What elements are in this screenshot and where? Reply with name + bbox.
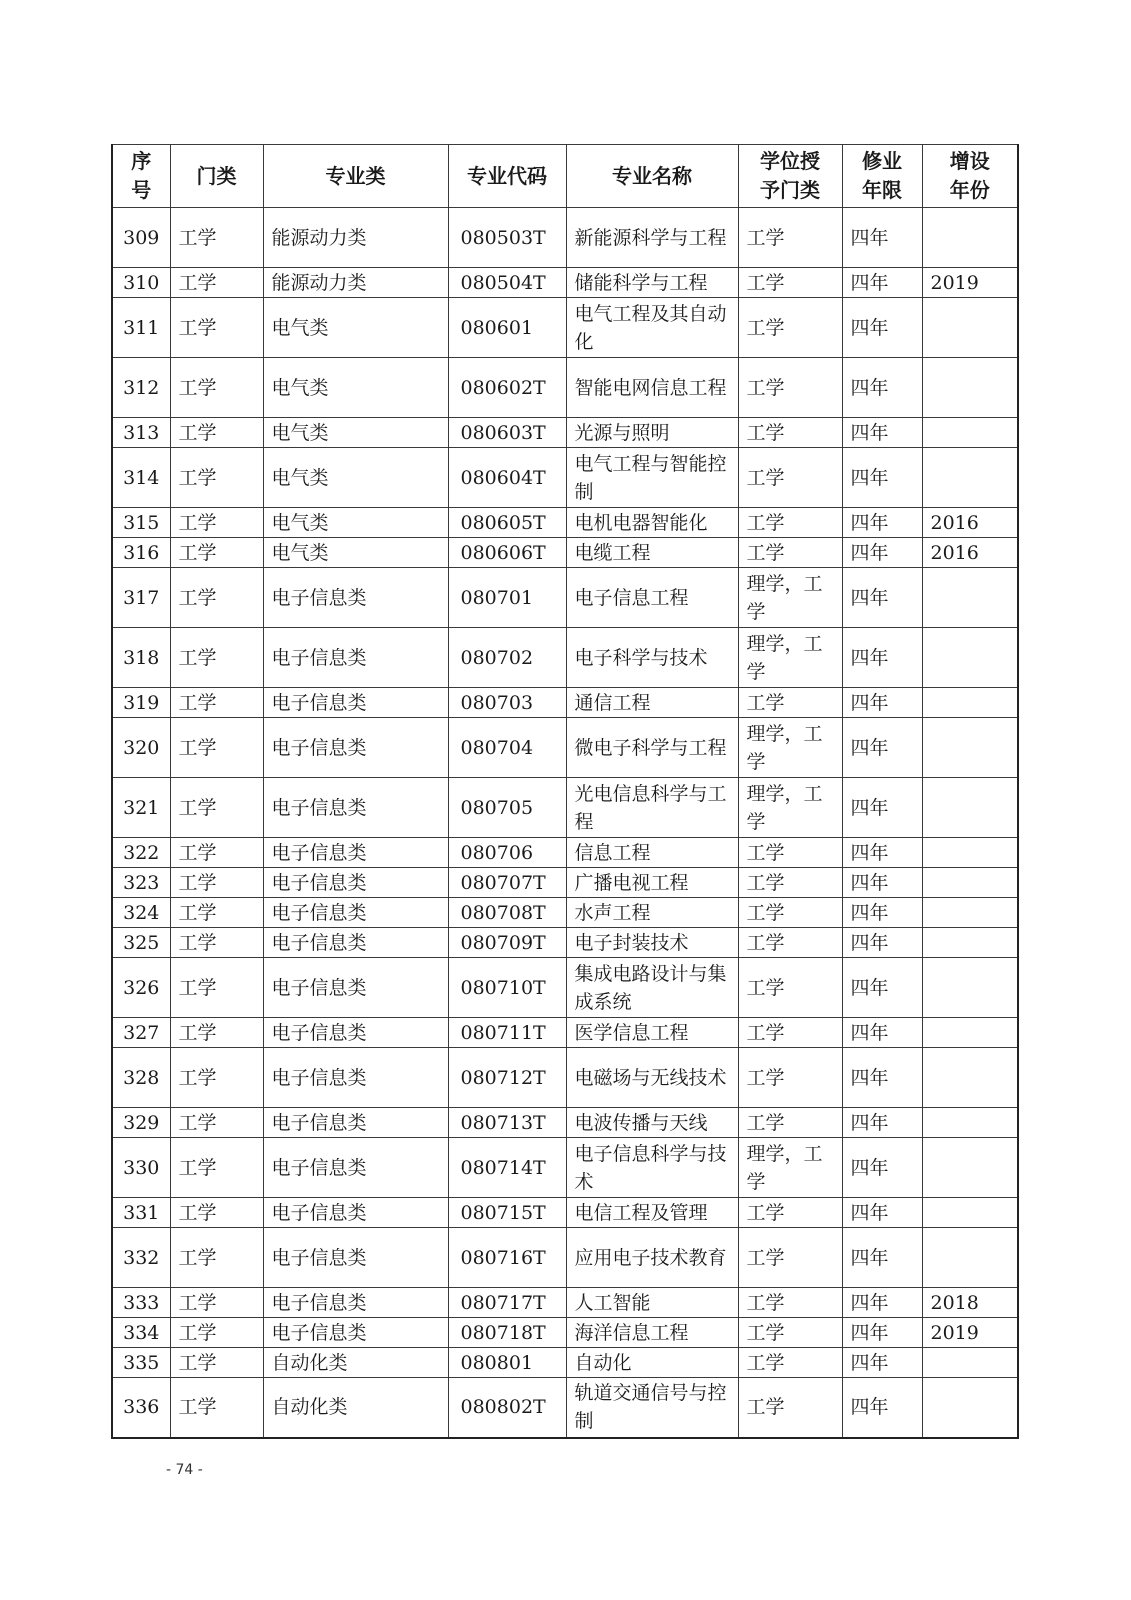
header-no: 序 号 [112, 145, 170, 208]
cell-no: 312 [112, 358, 170, 418]
cell-degree: 工学 [738, 1228, 842, 1288]
table-row [112, 1318, 1018, 1348]
cell-class: 电子信息类 [263, 568, 448, 628]
cell-class: 电子信息类 [263, 1198, 448, 1228]
table-row [112, 628, 1018, 688]
table-row [112, 1228, 1018, 1288]
cell-degree: 工学 [738, 1348, 842, 1378]
cell-degree: 工学 [738, 898, 842, 928]
cell-duration: 四年 [842, 568, 922, 628]
cell-class: 电子信息类 [263, 1228, 448, 1288]
cell-duration: 四年 [842, 1288, 922, 1318]
cell-no: 336 [112, 1378, 170, 1438]
cell-year [922, 688, 1018, 718]
cell-degree: 工学 [738, 1288, 842, 1318]
cell-year [922, 718, 1018, 778]
cell-duration: 四年 [842, 1198, 922, 1228]
cell-code: 080801 [448, 1348, 566, 1378]
cell-duration: 四年 [842, 688, 922, 718]
cell-year [922, 1048, 1018, 1108]
cell-year [922, 898, 1018, 928]
cell-name: 通信工程 [566, 688, 738, 718]
cell-code: 080714T [448, 1138, 566, 1198]
cell-class: 电子信息类 [263, 898, 448, 928]
cell-no: 332 [112, 1228, 170, 1288]
table-row [112, 298, 1018, 358]
cell-year [922, 1108, 1018, 1138]
header-name: 专业名称 [566, 145, 738, 208]
cell-degree: 工学 [738, 688, 842, 718]
table-row [112, 838, 1018, 868]
table-row [112, 1378, 1018, 1438]
cell-category: 工学 [170, 1108, 263, 1138]
cell-category: 工学 [170, 418, 263, 448]
cell-no: 323 [112, 868, 170, 898]
cell-code: 080709T [448, 928, 566, 958]
cell-year [922, 568, 1018, 628]
cell-class: 电子信息类 [263, 628, 448, 688]
cell-no: 327 [112, 1018, 170, 1048]
cell-class: 电子信息类 [263, 718, 448, 778]
cell-year [922, 838, 1018, 868]
cell-name: 集成电路设计与集成系统 [566, 958, 738, 1018]
cell-no: 316 [112, 538, 170, 568]
header-year: 增设 年份 [922, 145, 1018, 208]
cell-degree: 理学，工学 [738, 628, 842, 688]
cell-no: 315 [112, 508, 170, 538]
table-row [112, 778, 1018, 838]
cell-duration: 四年 [842, 1348, 922, 1378]
cell-degree: 工学 [738, 418, 842, 448]
cell-degree: 理学，工学 [738, 568, 842, 628]
table-row [112, 718, 1018, 778]
table-row [112, 1108, 1018, 1138]
cell-category: 工学 [170, 628, 263, 688]
cell-category: 工学 [170, 1288, 263, 1318]
cell-degree: 工学 [738, 1048, 842, 1108]
table-row [112, 958, 1018, 1018]
cell-code: 080605T [448, 508, 566, 538]
cell-code: 080606T [448, 538, 566, 568]
cell-class: 电子信息类 [263, 1108, 448, 1138]
cell-no: 334 [112, 1318, 170, 1348]
cell-name: 电磁场与无线技术 [566, 1048, 738, 1108]
table-row [112, 1288, 1018, 1318]
table-row [112, 568, 1018, 628]
table-row [112, 928, 1018, 958]
cell-name: 医学信息工程 [566, 1018, 738, 1048]
table-row [112, 1198, 1018, 1228]
cell-no: 325 [112, 928, 170, 958]
cell-name: 应用电子技术教育 [566, 1228, 738, 1288]
cell-class: 电子信息类 [263, 838, 448, 868]
cell-code: 080708T [448, 898, 566, 928]
cell-class: 电气类 [263, 508, 448, 538]
cell-year: 2019 [922, 268, 1018, 298]
cell-category: 工学 [170, 1048, 263, 1108]
cell-degree: 工学 [738, 208, 842, 268]
table-row [112, 1138, 1018, 1198]
cell-duration: 四年 [842, 868, 922, 898]
cell-name: 轨道交通信号与控制 [566, 1378, 738, 1438]
cell-duration: 四年 [842, 418, 922, 448]
cell-year: 2019 [922, 1318, 1018, 1348]
cell-category: 工学 [170, 688, 263, 718]
cell-name: 电信工程及管理 [566, 1198, 738, 1228]
table-header-row [112, 145, 1018, 208]
cell-class: 电子信息类 [263, 1288, 448, 1318]
cell-year [922, 358, 1018, 418]
cell-no: 310 [112, 268, 170, 298]
cell-category: 工学 [170, 1018, 263, 1048]
cell-name: 光源与照明 [566, 418, 738, 448]
cell-duration: 四年 [842, 1018, 922, 1048]
table-row [112, 1048, 1018, 1108]
cell-name: 电缆工程 [566, 538, 738, 568]
cell-class: 自动化类 [263, 1378, 448, 1438]
cell-degree: 工学 [738, 298, 842, 358]
cell-year [922, 1348, 1018, 1378]
majors-table [111, 144, 1019, 1439]
cell-class: 电子信息类 [263, 1138, 448, 1198]
cell-degree: 工学 [738, 928, 842, 958]
cell-duration: 四年 [842, 718, 922, 778]
cell-degree: 工学 [738, 538, 842, 568]
cell-class: 电子信息类 [263, 868, 448, 898]
cell-class: 电子信息类 [263, 958, 448, 1018]
table-row [112, 688, 1018, 718]
cell-duration: 四年 [842, 778, 922, 838]
cell-no: 317 [112, 568, 170, 628]
cell-name: 电子信息科学与技术 [566, 1138, 738, 1198]
cell-no: 313 [112, 418, 170, 448]
cell-name: 信息工程 [566, 838, 738, 868]
cell-class: 电气类 [263, 418, 448, 448]
cell-name: 智能电网信息工程 [566, 358, 738, 418]
cell-year [922, 448, 1018, 508]
cell-class: 电子信息类 [263, 928, 448, 958]
cell-category: 工学 [170, 718, 263, 778]
cell-class: 电气类 [263, 448, 448, 508]
cell-no: 329 [112, 1108, 170, 1138]
cell-class: 自动化类 [263, 1348, 448, 1378]
cell-degree: 工学 [738, 1378, 842, 1438]
header-degree: 学位授 予门类 [738, 145, 842, 208]
cell-name: 海洋信息工程 [566, 1318, 738, 1348]
cell-code: 080604T [448, 448, 566, 508]
cell-degree: 理学，工学 [738, 1138, 842, 1198]
cell-code: 080713T [448, 1108, 566, 1138]
cell-no: 309 [112, 208, 170, 268]
cell-class: 电子信息类 [263, 688, 448, 718]
cell-year [922, 628, 1018, 688]
cell-category: 工学 [170, 448, 263, 508]
cell-duration: 四年 [842, 628, 922, 688]
cell-duration: 四年 [842, 538, 922, 568]
cell-duration: 四年 [842, 1108, 922, 1138]
cell-code: 080718T [448, 1318, 566, 1348]
cell-no: 311 [112, 298, 170, 358]
cell-duration: 四年 [842, 448, 922, 508]
cell-duration: 四年 [842, 1378, 922, 1438]
cell-category: 工学 [170, 508, 263, 538]
cell-degree: 理学，工学 [738, 718, 842, 778]
cell-class: 能源动力类 [263, 268, 448, 298]
cell-year: 2018 [922, 1288, 1018, 1318]
cell-no: 320 [112, 718, 170, 778]
cell-name: 电波传播与天线 [566, 1108, 738, 1138]
table-row [112, 268, 1018, 298]
cell-name: 电气工程及其自动化 [566, 298, 738, 358]
cell-duration: 四年 [842, 508, 922, 538]
cell-code: 080703 [448, 688, 566, 718]
cell-category: 工学 [170, 538, 263, 568]
cell-category: 工学 [170, 268, 263, 298]
table-row [112, 898, 1018, 928]
cell-year [922, 1228, 1018, 1288]
cell-code: 080707T [448, 868, 566, 898]
cell-name: 水声工程 [566, 898, 738, 928]
cell-no: 321 [112, 778, 170, 838]
cell-code: 080716T [448, 1228, 566, 1288]
cell-no: 333 [112, 1288, 170, 1318]
cell-no: 328 [112, 1048, 170, 1108]
cell-code: 080712T [448, 1048, 566, 1108]
cell-code: 080504T [448, 268, 566, 298]
cell-year [922, 958, 1018, 1018]
cell-name: 广播电视工程 [566, 868, 738, 898]
cell-name: 人工智能 [566, 1288, 738, 1318]
cell-code: 080601 [448, 298, 566, 358]
cell-class: 电子信息类 [263, 1318, 448, 1348]
cell-category: 工学 [170, 1228, 263, 1288]
cell-year [922, 1198, 1018, 1228]
cell-class: 电气类 [263, 298, 448, 358]
table-row [112, 1018, 1018, 1048]
cell-code: 080706 [448, 838, 566, 868]
cell-year [922, 1138, 1018, 1198]
cell-duration: 四年 [842, 298, 922, 358]
cell-name: 电子科学与技术 [566, 628, 738, 688]
cell-class: 电子信息类 [263, 1018, 448, 1048]
table-row [112, 1348, 1018, 1378]
cell-degree: 理学，工学 [738, 778, 842, 838]
cell-category: 工学 [170, 838, 263, 868]
cell-duration: 四年 [842, 1318, 922, 1348]
cell-degree: 工学 [738, 838, 842, 868]
table-row [112, 358, 1018, 418]
cell-no: 314 [112, 448, 170, 508]
table-row [112, 508, 1018, 538]
header-duration: 修业 年限 [842, 145, 922, 208]
cell-degree: 工学 [738, 508, 842, 538]
cell-no: 331 [112, 1198, 170, 1228]
cell-year: 2016 [922, 538, 1018, 568]
cell-class: 电气类 [263, 358, 448, 418]
cell-code: 080802T [448, 1378, 566, 1438]
cell-name: 电机电器智能化 [566, 508, 738, 538]
page-number: - 74 - [166, 1462, 203, 1478]
cell-year [922, 298, 1018, 358]
table-row [112, 868, 1018, 898]
cell-name: 电子信息工程 [566, 568, 738, 628]
cell-category: 工学 [170, 298, 263, 358]
cell-year [922, 1378, 1018, 1438]
cell-name: 电气工程与智能控制 [566, 448, 738, 508]
cell-category: 工学 [170, 898, 263, 928]
cell-category: 工学 [170, 1378, 263, 1438]
cell-category: 工学 [170, 1348, 263, 1378]
cell-duration: 四年 [842, 268, 922, 298]
cell-category: 工学 [170, 868, 263, 898]
header-code: 专业代码 [448, 145, 566, 208]
cell-code: 080711T [448, 1018, 566, 1048]
cell-year [922, 778, 1018, 838]
cell-code: 080715T [448, 1198, 566, 1228]
cell-class: 能源动力类 [263, 208, 448, 268]
cell-degree: 工学 [738, 448, 842, 508]
cell-year [922, 418, 1018, 448]
cell-code: 080503T [448, 208, 566, 268]
table-row [112, 538, 1018, 568]
cell-name: 新能源科学与工程 [566, 208, 738, 268]
cell-category: 工学 [170, 778, 263, 838]
cell-year [922, 208, 1018, 268]
cell-code: 080702 [448, 628, 566, 688]
cell-class: 电子信息类 [263, 778, 448, 838]
cell-class: 电气类 [263, 538, 448, 568]
cell-duration: 四年 [842, 1138, 922, 1198]
cell-year [922, 928, 1018, 958]
cell-year [922, 868, 1018, 898]
cell-code: 080603T [448, 418, 566, 448]
cell-name: 微电子科学与工程 [566, 718, 738, 778]
cell-code: 080701 [448, 568, 566, 628]
cell-category: 工学 [170, 1138, 263, 1198]
cell-code: 080704 [448, 718, 566, 778]
table-body [112, 208, 1018, 1438]
cell-duration: 四年 [842, 208, 922, 268]
cell-degree: 工学 [738, 1108, 842, 1138]
cell-degree: 工学 [738, 1318, 842, 1348]
cell-duration: 四年 [842, 928, 922, 958]
cell-degree: 工学 [738, 868, 842, 898]
cell-category: 工学 [170, 1198, 263, 1228]
cell-category: 工学 [170, 1318, 263, 1348]
cell-year: 2016 [922, 508, 1018, 538]
cell-no: 326 [112, 958, 170, 1018]
cell-name: 光电信息科学与工程 [566, 778, 738, 838]
table-row [112, 448, 1018, 508]
cell-category: 工学 [170, 208, 263, 268]
cell-no: 318 [112, 628, 170, 688]
cell-category: 工学 [170, 568, 263, 628]
cell-code: 080705 [448, 778, 566, 838]
cell-code: 080717T [448, 1288, 566, 1318]
cell-year [922, 1018, 1018, 1048]
cell-code: 080602T [448, 358, 566, 418]
cell-category: 工学 [170, 358, 263, 418]
cell-code: 080710T [448, 958, 566, 1018]
cell-degree: 工学 [738, 1198, 842, 1228]
cell-no: 319 [112, 688, 170, 718]
cell-duration: 四年 [842, 358, 922, 418]
cell-name: 电子封装技术 [566, 928, 738, 958]
header-category: 门类 [170, 145, 263, 208]
header-class: 专业类 [263, 145, 448, 208]
cell-degree: 工学 [738, 1018, 842, 1048]
cell-class: 电子信息类 [263, 1048, 448, 1108]
cell-no: 322 [112, 838, 170, 868]
cell-duration: 四年 [842, 1228, 922, 1288]
cell-degree: 工学 [738, 958, 842, 1018]
cell-duration: 四年 [842, 898, 922, 928]
cell-duration: 四年 [842, 838, 922, 868]
cell-no: 330 [112, 1138, 170, 1198]
table-row [112, 418, 1018, 448]
cell-no: 324 [112, 898, 170, 928]
cell-no: 335 [112, 1348, 170, 1378]
cell-degree: 工学 [738, 268, 842, 298]
cell-name: 储能科学与工程 [566, 268, 738, 298]
table-row [112, 208, 1018, 268]
cell-category: 工学 [170, 958, 263, 1018]
cell-name: 自动化 [566, 1348, 738, 1378]
cell-duration: 四年 [842, 958, 922, 1018]
cell-degree: 工学 [738, 358, 842, 418]
cell-duration: 四年 [842, 1048, 922, 1108]
cell-category: 工学 [170, 928, 263, 958]
